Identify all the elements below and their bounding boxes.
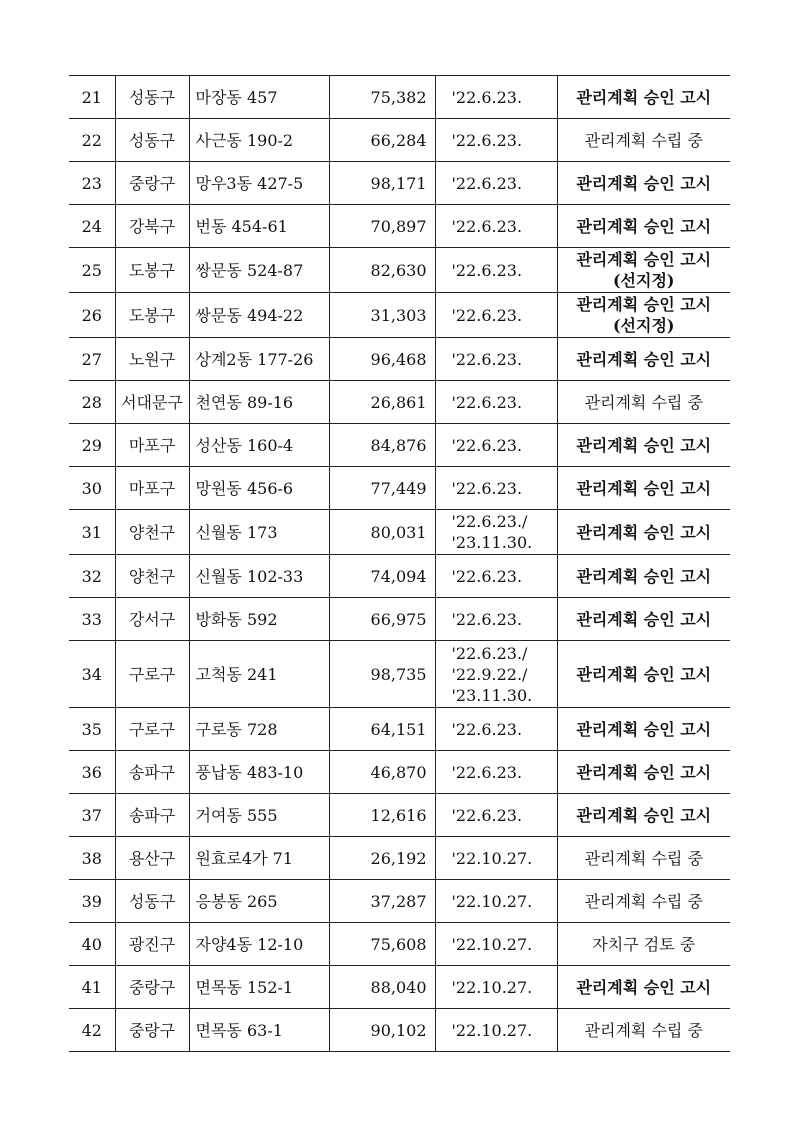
area-cell: 98,171 [329, 162, 435, 205]
status-cell [557, 751, 730, 794]
status-line: 관리계획 승인 고시 [576, 349, 712, 369]
date-cell [435, 76, 557, 119]
address-cell: 마장동 457 [189, 76, 329, 119]
date-line: '22.6.23. [451, 349, 523, 369]
date-cell [435, 293, 557, 338]
status-line: (선지정) [612, 316, 675, 335]
date-line: '22.10.27. [451, 977, 533, 997]
date-cell [435, 837, 557, 880]
row-number: 32 [69, 555, 115, 598]
date-cell [435, 1009, 557, 1052]
address-cell: 쌍문동 494-22 [189, 293, 329, 338]
status-line: 관리계획 승인 고시 [576, 566, 712, 586]
date-cell [435, 467, 557, 510]
date-line: '22.9.22./ [451, 664, 528, 684]
district-cell: 서대문구 [115, 381, 189, 424]
status-cell [557, 119, 730, 162]
date-cell [435, 555, 557, 598]
status-line: 관리계획 승인 고시 [576, 216, 712, 236]
date-cell [435, 598, 557, 641]
status-cell [557, 598, 730, 641]
table-row [69, 1009, 730, 1052]
status-line: 관리계획 승인 고시 [576, 762, 712, 782]
address-cell: 상계2동 177-26 [189, 338, 329, 381]
date-line: '22.6.23. [451, 762, 523, 782]
table-row [69, 162, 730, 205]
date-line: '22.6.23. [451, 566, 523, 586]
address-cell: 사근동 190-2 [189, 119, 329, 162]
status-line: 관리계획 승인 고시 [576, 977, 712, 997]
district-cell: 중랑구 [115, 162, 189, 205]
district-cell: 마포구 [115, 467, 189, 510]
table-body [69, 76, 730, 1052]
row-number: 35 [69, 708, 115, 751]
row-number: 30 [69, 467, 115, 510]
district-cell: 구로구 [115, 641, 189, 708]
row-number: 27 [69, 338, 115, 381]
district-cell: 강서구 [115, 598, 189, 641]
row-number: 39 [69, 880, 115, 923]
status-line: 관리계획 승인 고시 [576, 609, 712, 629]
status-cell [557, 424, 730, 467]
date-line: '22.10.27. [451, 934, 533, 954]
area-cell: 66,284 [329, 119, 435, 162]
date-line: '22.6.23. [451, 478, 523, 498]
area-cell: 37,287 [329, 880, 435, 923]
date-cell [435, 510, 557, 555]
date-line: '22.6.23./ [451, 512, 528, 531]
date-line: '22.6.23. [451, 216, 523, 236]
area-cell: 98,735 [329, 641, 435, 708]
address-cell: 고척동 241 [189, 641, 329, 708]
status-cell [557, 923, 730, 966]
area-cell: 46,870 [329, 751, 435, 794]
address-cell: 풍납동 483-10 [189, 751, 329, 794]
date-cell [435, 751, 557, 794]
table-row [69, 598, 730, 641]
status-cell [557, 293, 730, 338]
date-line: '22.6.23./ [451, 643, 528, 663]
date-cell [435, 381, 557, 424]
status-line: 관리계획 승인 고시 [576, 719, 712, 739]
date-line: '22.6.23. [451, 805, 523, 825]
date-cell [435, 708, 557, 751]
row-number: 33 [69, 598, 115, 641]
status-cell [557, 641, 730, 708]
area-cell: 80,031 [329, 510, 435, 555]
status-line: 관리계획 수립 중 [584, 891, 703, 911]
address-cell: 신월동 173 [189, 510, 329, 555]
district-cell: 마포구 [115, 424, 189, 467]
district-cell: 구로구 [115, 708, 189, 751]
status-cell [557, 248, 730, 293]
district-cell: 노원구 [115, 338, 189, 381]
area-cell: 74,094 [329, 555, 435, 598]
date-line: '22.10.27. [451, 1020, 533, 1040]
table-row [69, 555, 730, 598]
date-cell [435, 794, 557, 837]
status-cell [557, 837, 730, 880]
area-cell: 31,303 [329, 293, 435, 338]
area-cell: 90,102 [329, 1009, 435, 1052]
table-row [69, 641, 730, 708]
table-row [69, 381, 730, 424]
area-cell: 96,468 [329, 338, 435, 381]
status-line: 관리계획 승인 고시 [576, 478, 712, 498]
date-line: '22.6.23. [451, 305, 523, 325]
date-cell [435, 424, 557, 467]
status-cell [557, 555, 730, 598]
address-cell: 구로동 728 [189, 708, 329, 751]
status-cell [557, 467, 730, 510]
area-cell: 77,449 [329, 467, 435, 510]
district-cell: 중랑구 [115, 1009, 189, 1052]
date-line: '22.10.27. [451, 891, 533, 911]
status-line: 관리계획 승인 고시 [576, 805, 712, 825]
status-line: 관리계획 승인 고시 [576, 522, 712, 542]
district-cell: 성동구 [115, 76, 189, 119]
row-number: 40 [69, 923, 115, 966]
status-line: 관리계획 승인 고시 [576, 295, 712, 314]
address-cell: 방화동 592 [189, 598, 329, 641]
status-cell [557, 205, 730, 248]
date-cell [435, 641, 557, 708]
address-cell: 응봉동 265 [189, 880, 329, 923]
status-line: 관리계획 수립 중 [584, 130, 703, 150]
table-row [69, 966, 730, 1009]
address-cell: 번동 454-61 [189, 205, 329, 248]
area-cell: 84,876 [329, 424, 435, 467]
address-cell: 망우3동 427-5 [189, 162, 329, 205]
status-cell [557, 1009, 730, 1052]
row-number: 41 [69, 966, 115, 1009]
address-cell: 성산동 160-4 [189, 424, 329, 467]
row-number: 29 [69, 424, 115, 467]
table-row [69, 794, 730, 837]
date-line: '22.6.23. [451, 435, 523, 455]
date-line: '22.6.23. [451, 130, 523, 150]
address-cell: 쌍문동 524-87 [189, 248, 329, 293]
date-line: '22.6.23. [451, 609, 523, 629]
site-table [69, 75, 730, 1052]
status-cell [557, 338, 730, 381]
date-cell [435, 205, 557, 248]
date-cell [435, 966, 557, 1009]
district-cell: 양천구 [115, 555, 189, 598]
date-line: '22.6.23. [451, 260, 523, 280]
area-cell: 75,608 [329, 923, 435, 966]
district-cell: 송파구 [115, 751, 189, 794]
address-cell: 거여동 555 [189, 794, 329, 837]
status-line: 관리계획 승인 고시 [576, 87, 712, 107]
table-row [69, 119, 730, 162]
table-row [69, 880, 730, 923]
table-row [69, 76, 730, 119]
area-cell: 75,382 [329, 76, 435, 119]
table-row [69, 510, 730, 555]
row-number: 25 [69, 248, 115, 293]
status-cell [557, 381, 730, 424]
row-number: 37 [69, 794, 115, 837]
date-line: '23.11.30. [451, 533, 533, 552]
row-number: 24 [69, 205, 115, 248]
row-number: 36 [69, 751, 115, 794]
address-cell: 면목동 152-1 [189, 966, 329, 1009]
district-cell: 양천구 [115, 510, 189, 555]
status-line: 관리계획 수립 중 [584, 848, 703, 868]
status-line: 자치구 검토 중 [592, 934, 696, 954]
table-row [69, 424, 730, 467]
address-cell: 신월동 102-33 [189, 555, 329, 598]
status-line: 관리계획 승인 고시 [576, 664, 712, 684]
row-number: 28 [69, 381, 115, 424]
district-cell: 광진구 [115, 923, 189, 966]
status-cell [557, 794, 730, 837]
status-cell [557, 162, 730, 205]
row-number: 31 [69, 510, 115, 555]
area-cell: 66,975 [329, 598, 435, 641]
address-cell: 자양4동 12-10 [189, 923, 329, 966]
table-row [69, 708, 730, 751]
area-cell: 70,897 [329, 205, 435, 248]
row-number: 26 [69, 293, 115, 338]
date-cell [435, 248, 557, 293]
status-line: 관리계획 수립 중 [584, 1020, 703, 1040]
status-line: 관리계획 승인 고시 [576, 250, 712, 269]
district-cell: 송파구 [115, 794, 189, 837]
row-number: 22 [69, 119, 115, 162]
date-line: '22.6.23. [451, 719, 523, 739]
date-cell [435, 923, 557, 966]
table-row [69, 205, 730, 248]
date-cell [435, 162, 557, 205]
area-cell: 12,616 [329, 794, 435, 837]
table-row [69, 248, 730, 293]
district-cell: 성동구 [115, 119, 189, 162]
row-number: 38 [69, 837, 115, 880]
area-cell: 26,192 [329, 837, 435, 880]
status-line: 관리계획 승인 고시 [576, 173, 712, 193]
table-row [69, 338, 730, 381]
date-cell [435, 338, 557, 381]
district-cell: 도봉구 [115, 293, 189, 338]
table-row [69, 923, 730, 966]
address-cell: 천연동 89-16 [189, 381, 329, 424]
date-line: '23.11.30. [451, 685, 533, 705]
row-number: 23 [69, 162, 115, 205]
table-row [69, 467, 730, 510]
status-cell [557, 708, 730, 751]
address-cell: 면목동 63-1 [189, 1009, 329, 1052]
area-cell: 64,151 [329, 708, 435, 751]
status-line: 관리계획 수립 중 [584, 392, 703, 412]
date-cell [435, 880, 557, 923]
status-cell [557, 76, 730, 119]
district-cell: 도봉구 [115, 248, 189, 293]
row-number: 34 [69, 641, 115, 708]
district-cell: 강북구 [115, 205, 189, 248]
district-cell: 용산구 [115, 837, 189, 880]
status-line: 관리계획 승인 고시 [576, 435, 712, 455]
area-cell: 82,630 [329, 248, 435, 293]
status-cell [557, 966, 730, 1009]
date-line: '22.6.23. [451, 173, 523, 193]
address-cell: 망원동 456-6 [189, 467, 329, 510]
district-cell: 성동구 [115, 880, 189, 923]
row-number: 21 [69, 76, 115, 119]
date-line: '22.6.23. [451, 392, 523, 412]
status-line: (선지정) [612, 271, 675, 290]
date-cell [435, 119, 557, 162]
address-cell: 원효로4가 71 [189, 837, 329, 880]
status-cell [557, 880, 730, 923]
table-row [69, 751, 730, 794]
table-row [69, 293, 730, 338]
date-line: '22.10.27. [451, 848, 533, 868]
status-cell [557, 510, 730, 555]
area-cell: 26,861 [329, 381, 435, 424]
table-row [69, 837, 730, 880]
row-number: 42 [69, 1009, 115, 1052]
district-cell: 중랑구 [115, 966, 189, 1009]
area-cell: 88,040 [329, 966, 435, 1009]
date-line: '22.6.23. [451, 87, 523, 107]
